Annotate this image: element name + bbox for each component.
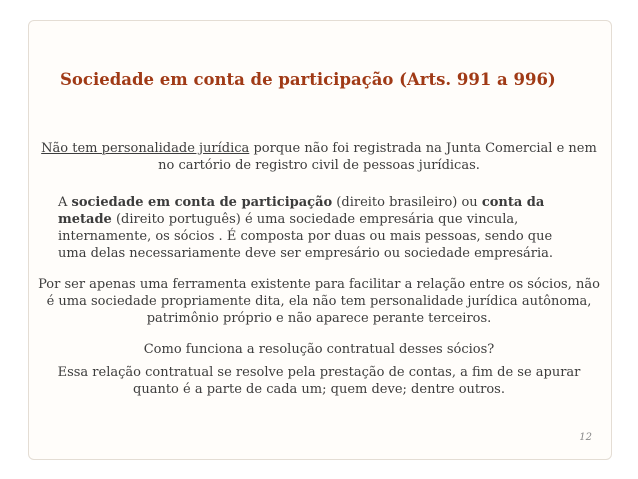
paragraph-definicao	[36, 194, 602, 262]
bold-underlined-text: Não tem personalidade jurídica	[41, 141, 250, 156]
paragraph-text: A	[58, 195, 72, 210]
paragraph-text: (direito brasileiro) ou	[332, 195, 482, 210]
paragraph-personalidade	[36, 140, 602, 174]
paragraph-ferramenta: Por ser apenas uma ferramenta existente para facilitar a relação entre os sócios, não é uma sociedade propriamente dita, ela não tem personalidade jurídica autônoma, patrimônio próprio e não aparece perante terceiros.	[38, 277, 600, 326]
page-number: 12	[579, 432, 592, 443]
bold-term-sociedade: sociedade em conta de participação	[71, 195, 333, 210]
bold-term-conta-da-metade: conta da metade	[58, 195, 545, 227]
paragraph-text: porque não foi registrada na Junta Comercial e nem no cartório de registro civil de pessoas jurídicas.	[158, 141, 597, 173]
paragraph-pergunta: Como funciona a resolução contratual desses sócios?	[143, 342, 495, 357]
paragraph-resposta: Essa relação contratual se resolve pela prestação de contas, a fim de se apurar quanto é a parte de cada um; quem deve; dentre outros.	[57, 365, 581, 397]
slide-title: Sociedade em conta de participação (Arts. 991 a 996)	[60, 70, 556, 89]
paragraph-text: (direito português) é uma sociedade empresária que vincula, internamente, os sócios . É composta por duas ou mais pessoas, sendo que uma delas necessariamente deve ser empresário ou sociedade empresária.	[58, 212, 554, 261]
slide-body	[36, 140, 602, 398]
